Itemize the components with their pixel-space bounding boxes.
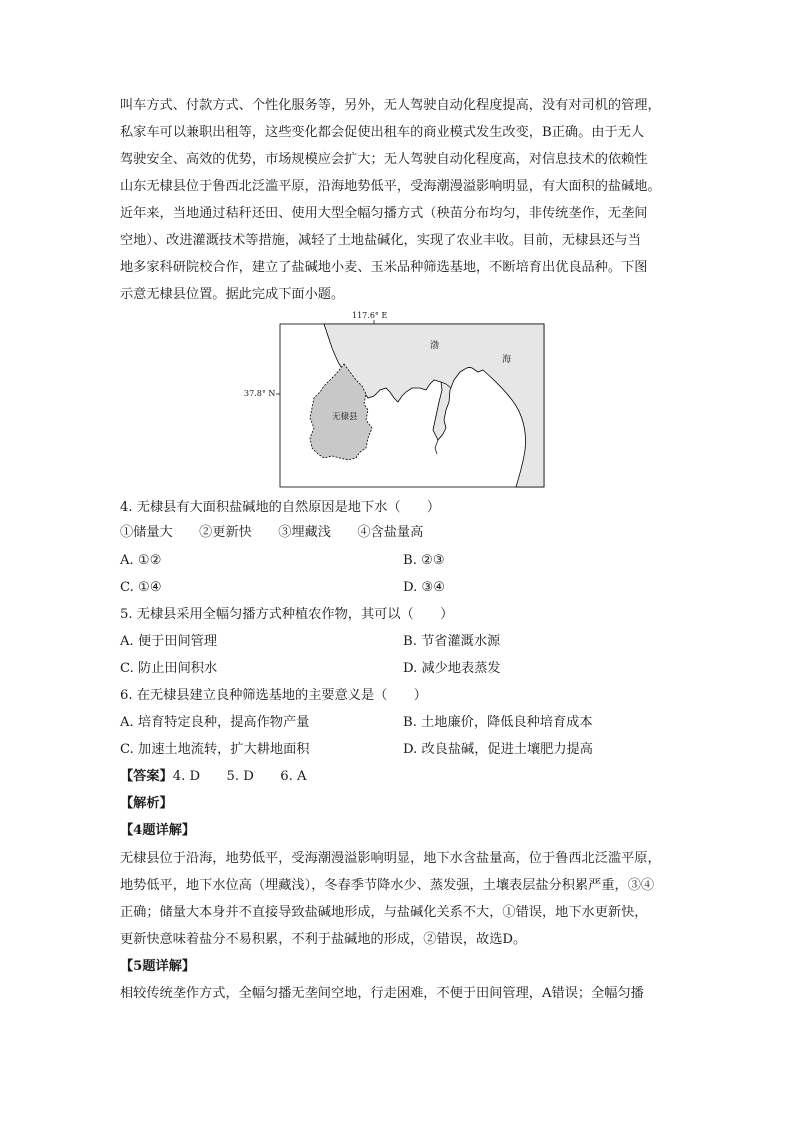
question-6-option-c[interactable]: C. 加速土地流转，扩大耕地面积 (120, 742, 310, 757)
location-map (240, 312, 550, 490)
intro-line-3: 驾驶安全、高效的优势，市场规模应会扩大；无人驾驶自动化程度高，对信息技术的依赖性 (120, 152, 648, 167)
county-label: 无棣县 (332, 412, 358, 422)
intro-line-8: 示意无棣县位置。据此完成下面小题。 (120, 287, 345, 302)
answer-values: 4. D 5. D 6. A (172, 769, 307, 784)
latitude-label: 37.8° N (244, 389, 276, 398)
sea-label-bo: 渤 (430, 341, 440, 351)
question-5-option-a[interactable]: A. 便于田间管理 (120, 634, 218, 649)
question-4-option-d[interactable]: D. ③④ (403, 580, 446, 595)
question-6-option-b[interactable]: B. 土地廉价，降低良种培育成本 (403, 715, 593, 730)
q5-detail-title: 【5题详解】 (120, 959, 196, 974)
sea-label-hai: 海 (502, 355, 512, 365)
question-5-stem: 5. 无棣县采用全幅匀播方式种植农作物，其可以（ ） (120, 607, 454, 622)
longitude-label: 117.6° E (352, 311, 388, 320)
question-4-option-a[interactable]: A. ①② (120, 553, 162, 568)
map-svg (240, 312, 550, 490)
analysis-label: 【解析】 (120, 796, 173, 811)
intro-line-1: 叫车方式、付款方式、个性化服务等，另外，无人驾驶自动化程度提高，没有对司机的管理， (120, 98, 661, 113)
answer-label: 【答案】 (120, 769, 173, 784)
intro-line-5: 近年来，当地通过秸秆还田、使用大型全幅匀播方式（秧苗分布均匀，非传统垄作，无垄间 (120, 206, 648, 221)
q4-detail-line-1: 无棣县位于沿海，地势低平，受海潮漫溢影响明显，地下水含盐量高，位于鲁西北泛滥平原， (120, 851, 661, 866)
question-4-stem: 4. 无棣县有大面积盐碱地的自然原因是地下水（ ） (120, 500, 441, 515)
q5-detail-line-1: 相较传统垄作方式，全幅匀播无垄间空地，行走困难，不便于田间管理，A错误；全幅匀播 (120, 986, 644, 1001)
q4-detail-title: 【4题详解】 (120, 823, 196, 838)
q4-detail-line-2: 地势低平，地下水位高（埋藏浅），冬春季节降水少、蒸发强，土壤表层盐分积累严重，③④ (120, 878, 655, 893)
question-5-option-b[interactable]: B. 节省灌溉水源 (403, 634, 501, 649)
question-5-option-c[interactable]: C. 防止田间积水 (120, 661, 218, 676)
answer-row (120, 763, 307, 790)
intro-line-7: 地多家科研院校合作，建立了盐碱地小麦、玉米品种筛选基地，不断培育出优良品种。下图 (120, 260, 648, 275)
intro-line-2: 私家车可以兼职出租等，这些变化都会促使出租车的商业模式发生改变，B正确。由于无人 (120, 125, 644, 140)
question-6-option-d[interactable]: D. 改良盐碱，促进土壤肥力提高 (403, 742, 593, 757)
question-6-option-a[interactable]: A. 培育特定良种，提高作物产量 (120, 715, 310, 730)
question-5-option-d[interactable]: D. 减少地表蒸发 (403, 661, 501, 676)
q4-detail-line-4: 更新快意味着盐分不易积累，不利于盐碱地的形成，②错误，故选D。 (120, 932, 527, 947)
q4-detail-line-3: 正确；储量大本身并不直接导致盐碱地形成，与盐碱化关系不大，①错误，地下水更新快， (120, 905, 648, 920)
question-4-option-c[interactable]: C. ①④ (120, 580, 162, 595)
intro-line-6: 空地）、改进灌溉技术等措施，减轻了土地盐碱化，实现了农业丰收。目前，无棣县还与当 (120, 233, 641, 248)
question-4-option-b[interactable]: B. ②③ (403, 553, 445, 568)
question-6-stem: 6. 在无棣县建立良种筛选基地的主要意义是（ ） (120, 688, 427, 703)
question-4-items: ①储量大 ②更新快 ③埋藏浅 ④含盐量高 (120, 525, 424, 540)
intro-line-4: 山东无棣县位于鲁西北泛滥平原，沿海地势低平，受海潮漫溢影响明显，有大面积的盐碱地。 (120, 179, 661, 194)
